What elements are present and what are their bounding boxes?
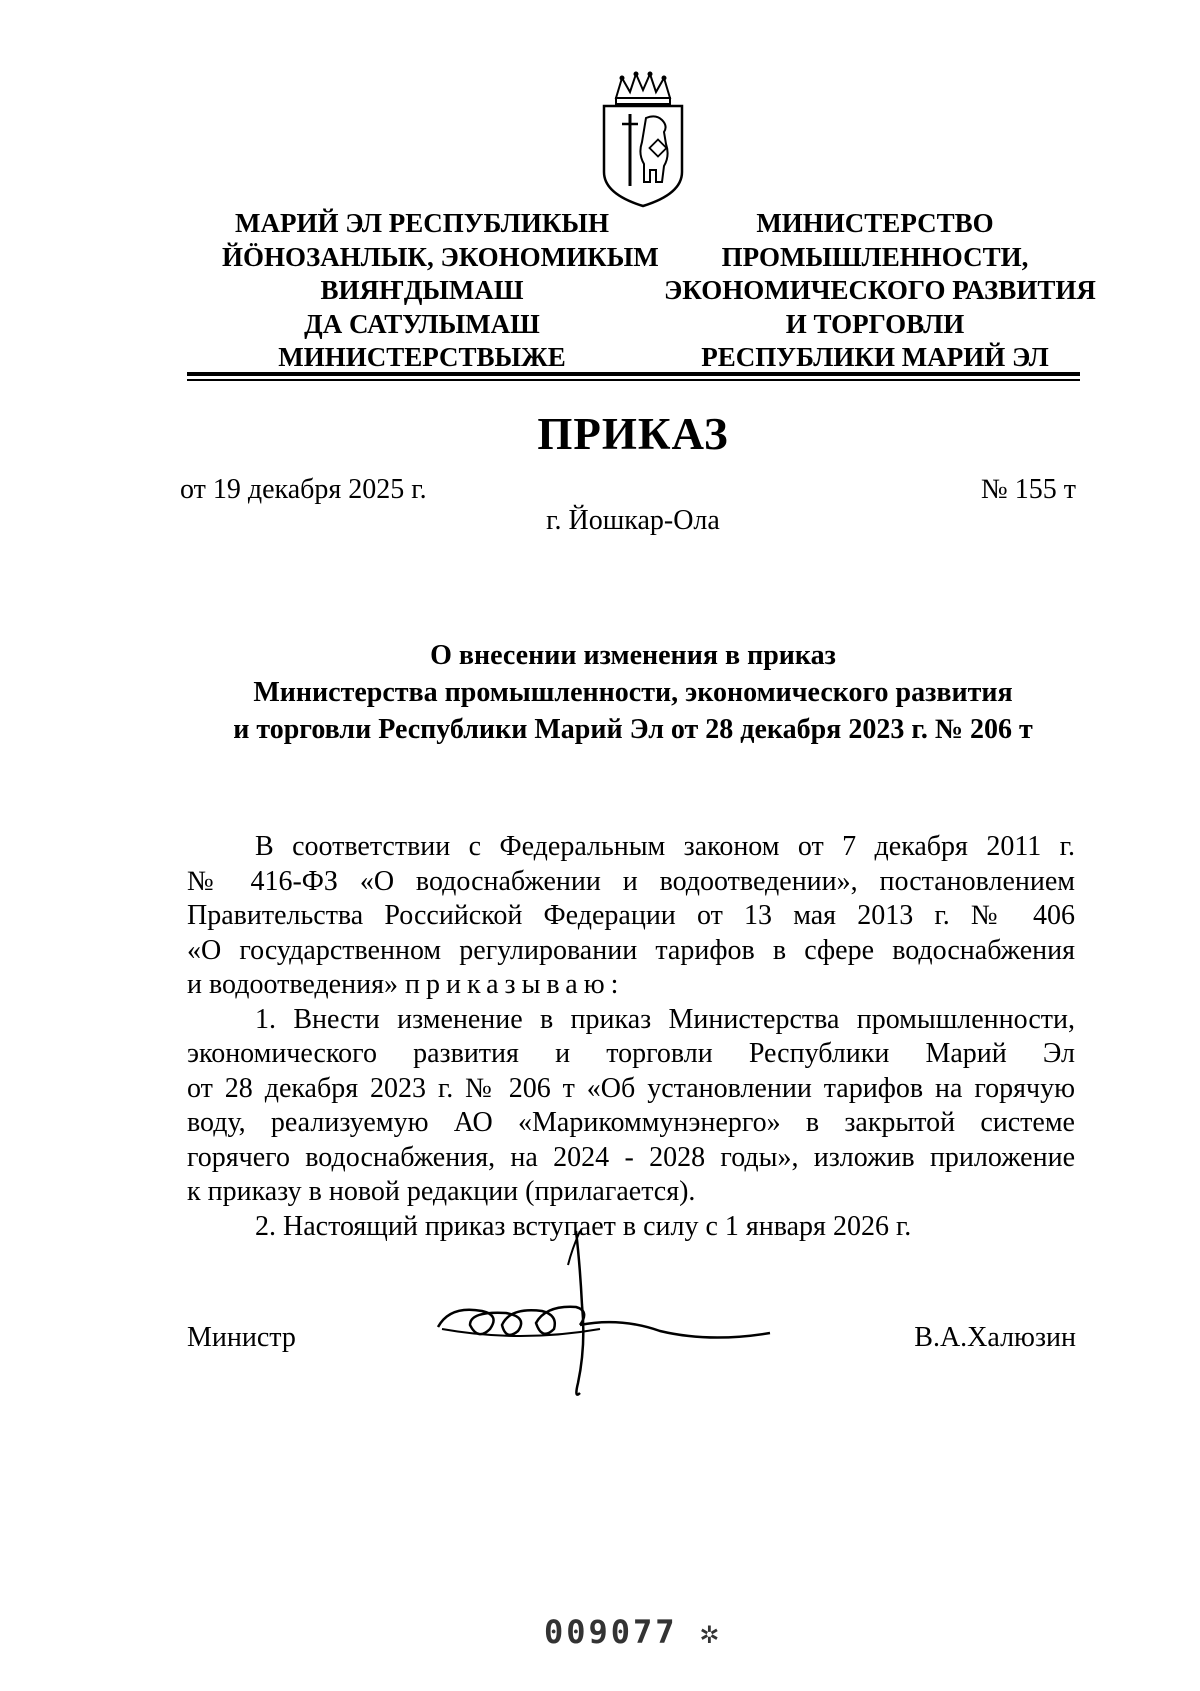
subject-line: и торговли Республики Марий Эл от 28 декабря 2023 г. № 206 т — [233, 714, 1033, 745]
header-left-block — [222, 207, 659, 375]
document-city: г. Йошкар-Ола — [546, 505, 720, 536]
order-command: приказываю: — [404, 969, 625, 1000]
header-divider-thin — [187, 379, 1080, 381]
header-left-line: ДА САТУЛЫМАШ — [304, 308, 540, 339]
document-date: от 19 декабря 2025 г. — [180, 474, 427, 505]
header-right-block — [664, 207, 1096, 375]
signatory-name: В.А.Халюзин — [914, 1322, 1076, 1353]
body-text: и водоотведения» — [187, 969, 398, 1000]
header-right-line: И ТОРГОВЛИ — [785, 308, 965, 339]
subject-line: Министерства промышленности, экономического развития — [253, 677, 1013, 708]
body-line: В соответствии с Федеральным законом от 7 декабря 2011 г. — [255, 831, 1075, 862]
header-left-line: ЙӦНОЗАНЛЫК, ЭКОНОМИКЫМ — [222, 241, 659, 272]
header-left-line: МИНИСТЕРСТВЫЖЕ — [278, 342, 566, 372]
body-line — [187, 968, 1075, 1003]
document-number: № 155 т — [981, 474, 1076, 505]
body-line: воду, реализуемую АО «Марикоммунэнерго» в закрытой системе — [187, 1107, 1075, 1138]
header-right-line: ПРОМЫШЛЕННОСТИ, — [721, 241, 1029, 272]
body-line: 1. Внести изменение в приказ Министерства промышленности, — [255, 1003, 1075, 1035]
body-line: Правительства Российской Федерации от 13 мая 2013 г. № 406 — [187, 900, 1075, 931]
body-line: № 416-ФЗ «О водоснабжении и водоотведении», постановлением — [187, 865, 1075, 897]
header-left-line: МАРИЙ ЭЛ РЕСПУБЛИКЫН — [235, 208, 609, 238]
body-line: «О государственном регулировании тарифов в сфере водоснабжения — [187, 934, 1075, 966]
body-line: экономического развития и торговли Республики Марий Эл — [187, 1038, 1075, 1069]
body-line: 2. Настоящий приказ вступает в силу с 1 января 2026 г. — [255, 1210, 912, 1242]
header-right-line: РЕСПУБЛИКИ МАРИЙ ЭЛ — [701, 342, 1049, 372]
serial-number: 009077 — [543, 1613, 678, 1651]
document-body — [187, 830, 1075, 1244]
header-right-line: МИНИСТЕРСТВО — [756, 208, 994, 238]
signatory-position: Министр — [187, 1322, 296, 1353]
handwritten-signature — [430, 1225, 860, 1405]
document-serial-stamp — [0, 1613, 1200, 1651]
body-line: к приказу в новой редакции (прилагается). — [187, 1176, 696, 1207]
document-subject — [190, 637, 1076, 748]
header-divider-thick — [187, 372, 1080, 376]
body-line: горячего водоснабжения, на 2024 - 2028 годы», изложив приложение — [187, 1141, 1075, 1173]
body-line: от 28 декабря 2023 г. № 206 т «Об установлении тарифов на горячую — [187, 1072, 1075, 1104]
header-left-line: ВИЯҤДЫМАШ — [320, 275, 524, 305]
header-right-line: ЭКОНОМИЧЕСКОГО РАЗВИТИЯ — [664, 275, 1096, 305]
subject-line: О внесении изменения в приказ — [430, 640, 836, 671]
document-title: ПРИКАЗ — [537, 409, 729, 459]
asterisk-mark-icon: ✲ — [699, 1613, 723, 1651]
coat-of-arms-emblem — [598, 70, 688, 210]
